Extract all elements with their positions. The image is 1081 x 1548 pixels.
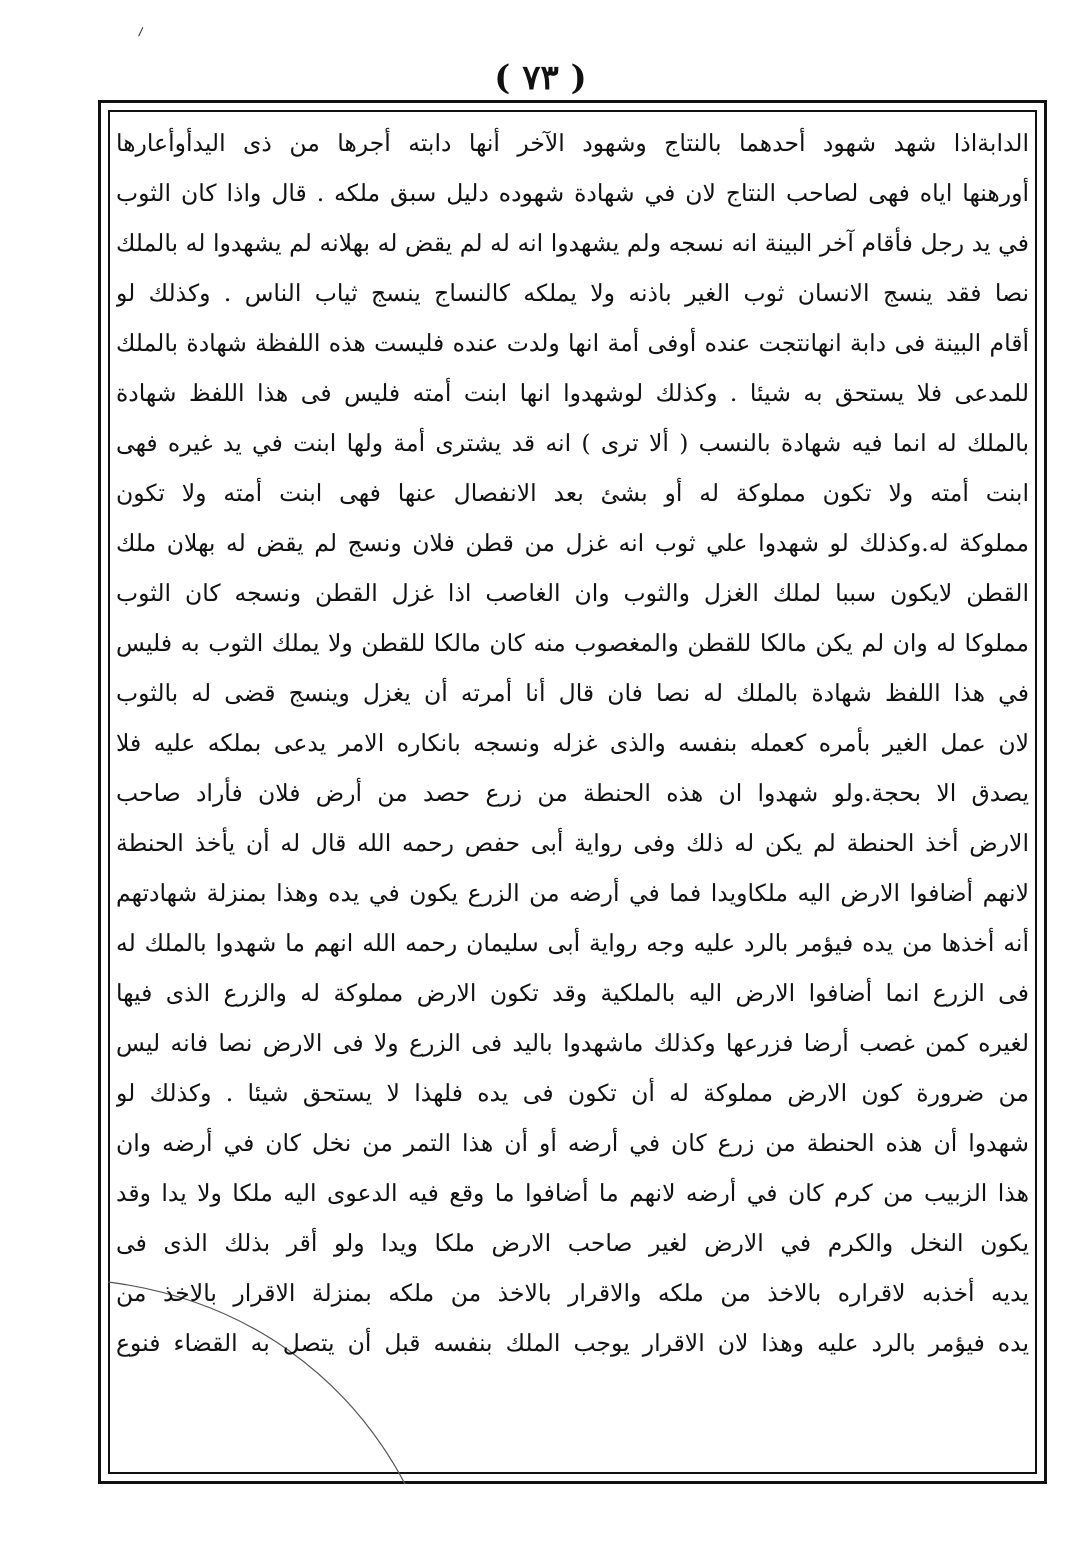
- text-line: يصدق الا بحجة.ولو شهدوا ان هذه الحنطة من زرع حصد من أرض فلان فأراد صاحب: [116, 779, 1029, 807]
- text-line: الارض أخذ الحنطة لم يكن له ذلك وفى رواية أبى حفص رحمه الله قال له أن يأخذ الحنطة: [116, 829, 1029, 857]
- page-text-body: [116, 118, 1029, 1468]
- text-line: أقام البينة فى دابة انهانتجت عنده أوفى أمة انها ولدت عنده فليست هذه اللفظة شهادة بالملك: [116, 329, 1029, 357]
- text-line: لان عمل الغير بأمره كعمله بنفسه والذى غزله ونسجه بانكاره الامر يدعى بملكه عليه فلا: [116, 729, 1029, 757]
- text-line: ابنت أمته ولا تكون مملوكة له أو بشئ بعد الانفصال عنها فهى ابنت أمته ولا تكون: [116, 479, 1029, 507]
- text-line: هذا الزبيب من كرم كان في أرضه لانهم ما أضافوا ما وقع فيه الدعوى اليه ملكا ولا يدا وقد: [116, 1179, 1029, 1207]
- text-line: لغيره كمن غصب أرضا فزرعها وكذلك ماشهدوا باليد فى الزرع ولا فى الارض نصا فانه ليس: [116, 1029, 1029, 1057]
- text-line: بالملك له انما فيه شهادة بالنسب ( ألا ترى ) انه قد يشترى أمة ولها ابنت في يد غيره فهى: [116, 429, 1029, 457]
- text-line: فى الزرع انما أضافوا الارض اليه بالملكية وقد تكون الارض مملوكة له والزرع الذى فيها: [116, 979, 1029, 1007]
- text-line: للمدعى فلا يستحق به شيئا . وكذلك لوشهدوا انها ابنت أمته فليس فى هذا اللفظ شهادة: [116, 379, 1029, 407]
- page-number: ( ٧٣ ): [494, 58, 587, 98]
- text-line: يديه أخذبه لاقراره بالاخذ من ملكه والاقرار بالاخذ من ملكه بمنزلة الاقرار بالاخذ من: [116, 1279, 1029, 1307]
- text-line: يده فيؤمر بالرد عليه وهذا لان الاقرار يوجب الملك بنفسه قبل أن يتصل به القضاء فنوع: [116, 1329, 1029, 1357]
- text-line: شهدوا أن هذه الحنطة من زرع كان في أرضه أو أن هذا التمر من نخل كان في أرضه وان: [116, 1129, 1029, 1157]
- text-line: أنه أخذها من يده فيؤمر بالرد عليه وجه رواية أبى سليمان رحمه الله انهم ما شهدوا بالملك له: [116, 929, 1029, 957]
- stray-mark: [138, 27, 149, 39]
- text-line: الدابةاذا شهد شهود أحدهما بالنتاج وشهود الآخر أنها دابته أجرها من ذى اليدأوأعارها: [116, 129, 1029, 157]
- text-line: في يد رجل فأقام آخر البينة انه نسجه ولم يشهدوا انه له لم يقض له بهلانه لم يشهدوا له بالملك: [116, 229, 1029, 257]
- text-line: يكون النخل والكرم في الارض لغير صاحب الارض ملكا ويدا ولو أقر بذلك الذى فى: [116, 1229, 1029, 1257]
- text-line: لانهم أضافوا الارض اليه ملكاويدا فما في أرضه من الزرع يكون في يده وهذا بمنزلة شهادتهم: [116, 879, 1029, 907]
- text-line: في هذا اللفظ شهادة بالملك له نصا فان قال أنا أمرته أن يغزل وينسج قضى له بالثوب: [116, 679, 1029, 707]
- text-line: أورهنها اياه فهى لصاحب النتاج لان في شهادة شهوده دليل سبق ملكه . قال واذا كان الثوب: [116, 179, 1029, 207]
- text-line: من ضرورة كون الارض مملوكة له أن تكون فى يده فلهذا لا يستحق شيئا . وكذلك لو: [116, 1079, 1029, 1107]
- text-line: مملوكا له وان لم يكن مالكا للقطن والمغصوب منه كان مالكا للقطن ولا يملك الثوب به فليس: [116, 629, 1029, 657]
- text-line: نصا فقد ينسج الانسان ثوب الغير باذنه ولا يملكه كالنساج ينسج ثياب الناس . وكذلك لو: [116, 279, 1029, 307]
- text-line: مملوكة له.وكذلك لو شهدوا علي ثوب انه غزل من قطن فلان ونسج لم يقض له بهلان ملك: [116, 529, 1029, 557]
- text-line: القطن لايكون سببا لملك الغزل والثوب وان الغاصب اذا غزل القطن ونسجه كان الثوب: [116, 579, 1029, 607]
